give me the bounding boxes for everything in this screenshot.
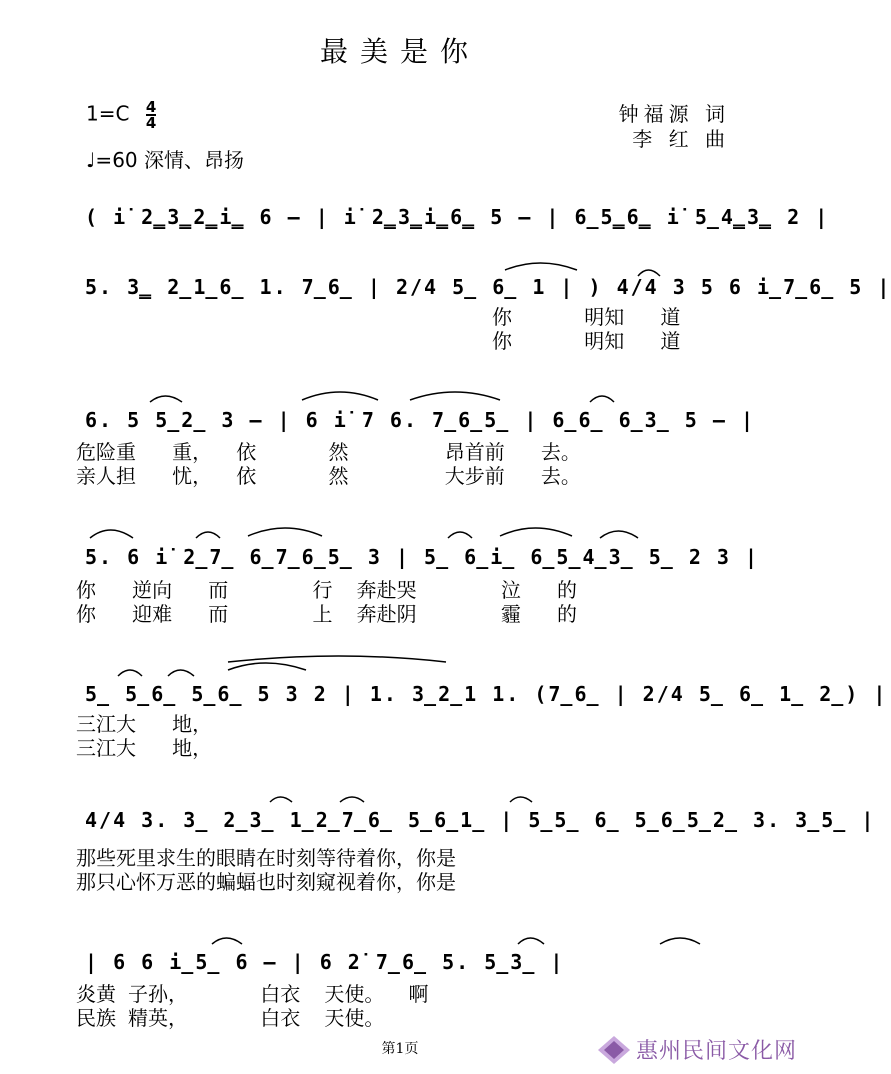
slur-4: [302, 392, 378, 400]
slur-16: [228, 656, 446, 662]
score-line-5: 5̲ 5̲6̲ 5̲6̲ 5 3 2 | 1. 3̲2̲1 1. (7̲6̲ | 2/4 5̲ 6̲ 1̲ 2̲) |: [85, 682, 888, 706]
slur-7: [90, 530, 133, 538]
lyric-verse2-line3: 你 迎难 而 上 奔赴阴 霾 的: [76, 602, 578, 626]
time-numerator: 4: [145, 98, 157, 116]
slur-11: [500, 528, 572, 536]
watermark-text: 惠州民间文化网: [636, 1039, 798, 1064]
slur-1: [505, 263, 577, 270]
score-line-3: 6. 5 5̲2̲ 3 – | 6 i̇ 7 6. 7̲6̲5̲ | 6̲6̲ 6̲3̲ 5 – |: [85, 408, 756, 432]
slur-2: [638, 270, 660, 276]
lyric-verse1-line4: 三江大 地，: [76, 712, 213, 736]
slur-12: [600, 531, 638, 538]
slur-19: [510, 797, 532, 802]
slur-17: [270, 797, 292, 802]
slur-14: [168, 670, 194, 676]
score-line-2: 5. 3̳ 2̲1̲6̲ 1. 7̲6̲ | 2/4 5̲ 6̲ 1 | ) 4/4 3 5 6 i̲7̲6̲ 5 |: [85, 275, 891, 299]
score-line-4: 5. 6 i̇ 2̲7̲ 6̲7̲6̲5̲ 3 | 5̲ 6̲i̲ 6̲5̲4̲3̲ 5̲ 2 3 |: [85, 545, 760, 569]
slur-6: [590, 396, 614, 402]
slur-18: [340, 797, 364, 802]
slur-15: [228, 663, 306, 670]
slur-22: [660, 938, 700, 944]
slur-13: [118, 670, 142, 676]
slur-9: [248, 528, 322, 536]
composer-credit: 李 红 曲: [632, 127, 730, 151]
tempo-marking: ♩=60 深情、昂扬: [86, 148, 244, 172]
slur-10: [448, 532, 472, 538]
slur-5: [410, 392, 500, 400]
lyricist-credit: 钟福源 词: [618, 102, 730, 126]
lyric-verse1-line5: 那些死里求生的眼睛在时刻等待着你，你是: [76, 846, 456, 870]
key-label: 1=C: [86, 101, 130, 126]
lyric-verse1-line6: 炎黄 子孙， 白衣 天使。 啊: [76, 982, 429, 1006]
score-line-7: | 6 6 i̲5̲ 6 – | 6 2̇ 7̲6̲ 5. 5̲3̲ |: [85, 950, 565, 974]
lyric-verse2-line2: 亲人担 忧， 依 然 大步前 去。: [76, 464, 581, 488]
lyric-verse2-line4: 三江大 地，: [76, 736, 213, 760]
lyric-verse2-line1: 你 明知 道: [492, 329, 681, 353]
score-line-1: ( i̇ 2̳3̳2̳i̳ 6 – | i̇ 2̳3̳i̳6̳ 5 – | 6̲5̳6̳ i̇ 5̲4̳3̳ 2 |: [85, 205, 830, 229]
score-line-6: 4/4 3. 3̲ 2̲3̲ 1̲2̲7̲6̲ 5̲6̲1̲ | 5̲5̲ 6̲ 5̲6̲5̲2̲ 3. 3̲5̲ |: [85, 808, 876, 832]
page-number: 第1页: [381, 1041, 419, 1057]
lyric-verse2-line5: 那只心怀万恶的蝙蝠也时刻窥视着你，你是: [76, 870, 456, 894]
lyric-verse1-line2: 危险重 重， 依 然 昂首前 去。: [76, 440, 581, 464]
lyric-verse2-line6: 民族 精英， 白衣 天使。: [76, 1006, 385, 1030]
lyric-verse1-line3: 你 逆向 而 行 奔赴哭 泣 的: [76, 578, 578, 602]
time-denominator: 4: [145, 114, 157, 132]
slur-3: [150, 396, 182, 402]
slur-8: [196, 532, 220, 538]
slur-20: [212, 938, 242, 944]
song-title: 最美是你: [319, 35, 480, 68]
lyric-verse1-line1: 你 明知 道: [492, 305, 681, 329]
slur-21: [518, 938, 544, 944]
